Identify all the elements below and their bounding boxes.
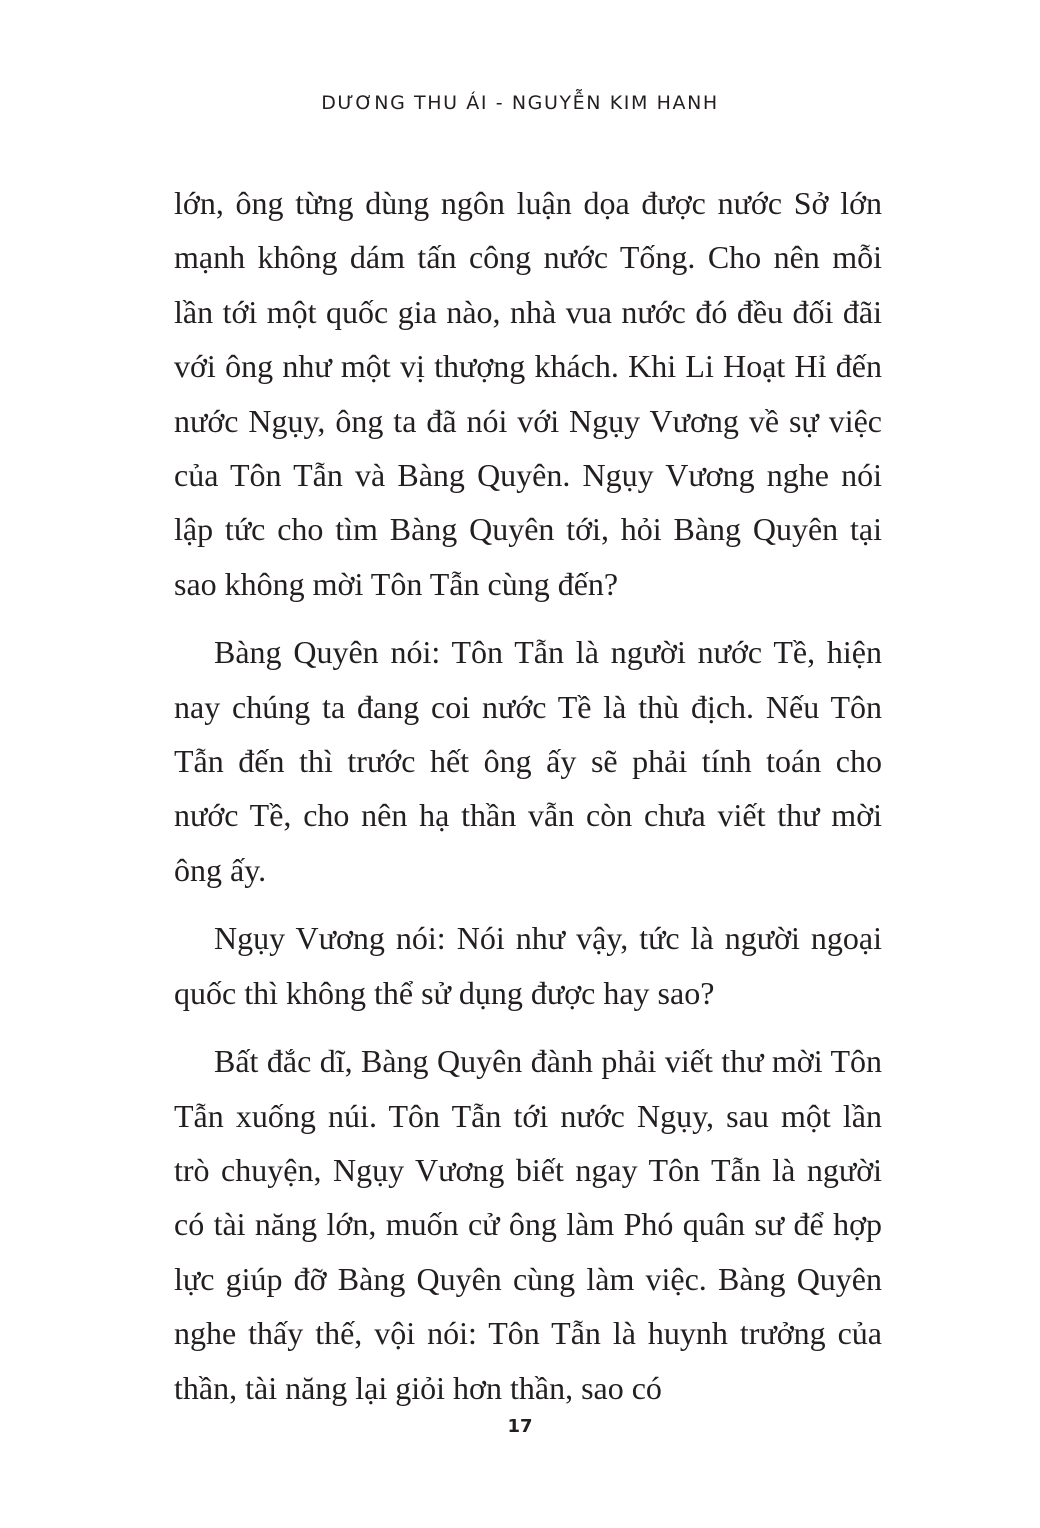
paragraph-4: Bất đắc dĩ, Bàng Quyên đành phải viết thư mời Tôn Tẫn xuống núi. Tôn Tẫn tới nước Ngụy, sau một lần trò chuyện, Ngụy Vương biết ngay Tôn Tẫn là người có tài năng lớn, muốn cử ông làm Phó quân sư để hợp lực giúp đỡ Bàng Quyên cùng làm việc. Bàng Quyên nghe thấy thế, vội nói: Tôn Tẫn là huynh trưởng của thần, tài năng lại giỏi hơn thần, sao có bbox=[174, 1043, 882, 1406]
paragraph-1: lớn, ông từng dùng ngôn luận dọa được nước Sở lớn mạnh không dám tấn công nước Tống. Cho nên mỗi lần tới một quốc gia nào, nhà vua nước đó đều đối đãi với ông như một vị thượng khách. Khi Li Hoạt Hỉ đến nước Ngụy, ông ta đã nói với Ngụy Vương về sự việc của Tôn Tẫn và Bàng Quyên. Ngụy Vương nghe nói lập tức cho tìm Bàng Quyên tới, hỏi Bàng Quyên tại sao không mời Tôn Tẫn cùng đến? bbox=[174, 185, 882, 602]
body-text bbox=[174, 176, 882, 1415]
running-header: DƯƠNG THU ÁI - NGUYỄN KIM HANH bbox=[321, 92, 719, 114]
paragraph-2: Bàng Quyên nói: Tôn Tẫn là người nước Tề, hiện nay chúng ta đang coi nước Tề là thù địch. Nếu Tôn Tẫn đến thì trước hết ông ấy sẽ phải tính toán cho nước Tề, cho nên hạ thần vẫn còn chưa viết thư mời ông ấy. bbox=[174, 634, 882, 888]
page-number: 17 bbox=[507, 1416, 533, 1437]
paragraph-3: Ngụy Vương nói: Nói như vậy, tức là người ngoại quốc thì không thể sử dụng được hay sao? bbox=[174, 920, 882, 1011]
